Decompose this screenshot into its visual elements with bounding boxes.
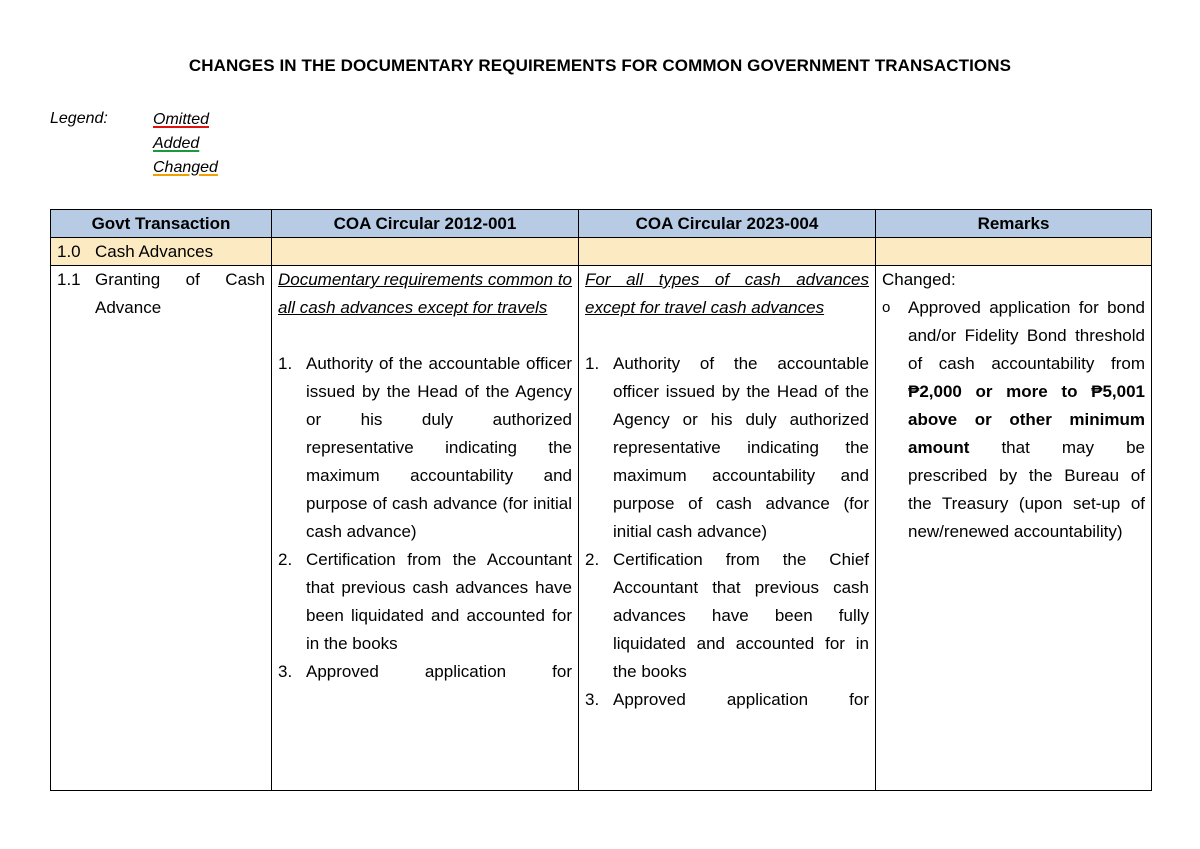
- section-label: Cash Advances: [95, 242, 214, 261]
- new-intro: For all types of cash advances except for travel cash advances: [585, 270, 869, 317]
- list-item: 1. Authority of the accountable officer issued by the Head of the Agency or his duly authorized representative indicating the maximum accountability and purpose of cash advance (for initial cash advance): [585, 354, 869, 541]
- remarks-threshold: ₱2,000 or more to ₱5,001 above or other minimum amount: [908, 382, 1145, 457]
- list-item: 3. Approved application for: [278, 662, 572, 681]
- legend-changed: Changed: [153, 159, 218, 176]
- table-row: [51, 266, 1152, 791]
- header-coa-2023: COA Circular 2023-004: [579, 210, 876, 238]
- section-number: 1.0: [57, 242, 81, 261]
- section-empty-cell: [272, 238, 579, 266]
- legend: [153, 110, 218, 182]
- coa-2012-cell: [272, 266, 579, 791]
- bullet-icon: o: [882, 299, 891, 316]
- list-item: 1. Authority of the accountable officer issued by the Head of the Agency or his duly authorized representative indicating the maximum accountability and purpose of cash advance (for initial cash advance): [278, 354, 572, 541]
- new-requirements-list: [585, 350, 869, 714]
- list-item: [882, 294, 1145, 546]
- remarks-list: [882, 294, 1145, 546]
- section-row: [51, 238, 1152, 266]
- row-number: 1.1: [57, 270, 81, 289]
- list-item: 2. Certification from the Chief Accountant that previous cash advances have been fully liquidated and accounted for in the books: [585, 550, 869, 681]
- transaction-name: Granting of Cash Advance: [95, 270, 265, 317]
- old-intro: Documentary requirements common to all cash advances except for travels: [278, 270, 572, 317]
- comparison-table: [50, 209, 1152, 791]
- old-requirements-list: [278, 350, 572, 686]
- header-remarks: Remarks: [876, 210, 1152, 238]
- header-coa-2012: COA Circular 2012-001: [272, 210, 579, 238]
- section-empty-cell: [876, 238, 1152, 266]
- legend-label: Legend:: [50, 110, 108, 127]
- legend-added: Added: [153, 135, 200, 152]
- remarks-text: Approved application for bond and/or Fidelity Bond threshold of cash accountability from ₱2,000 or more to ₱5,001 above or other minimum amount that may be prescribed by the Bureau of the Treasury (upon set-up of new/renewed accountability): [908, 298, 1145, 541]
- list-item: 2. Certification from the Accountant that previous cash advances have been liquidated and accounted for in the books: [278, 550, 572, 653]
- header-govt-transaction: Govt Transaction: [51, 210, 272, 238]
- document-title: CHANGES IN THE DOCUMENTARY REQUIREMENTS FOR COMMON GOVERNMENT TRANSACTIONS: [188, 56, 1012, 75]
- remarks-heading: Changed:: [882, 270, 956, 289]
- transaction-cell: [51, 266, 272, 791]
- table-header-row: [51, 210, 1152, 238]
- coa-2023-cell: [579, 266, 876, 791]
- section-empty-cell: [579, 238, 876, 266]
- legend-omitted: Omitted: [153, 111, 210, 128]
- list-item: 3. Approved application for: [585, 690, 869, 709]
- remarks-cell: [876, 266, 1152, 791]
- section-cell: [51, 238, 272, 266]
